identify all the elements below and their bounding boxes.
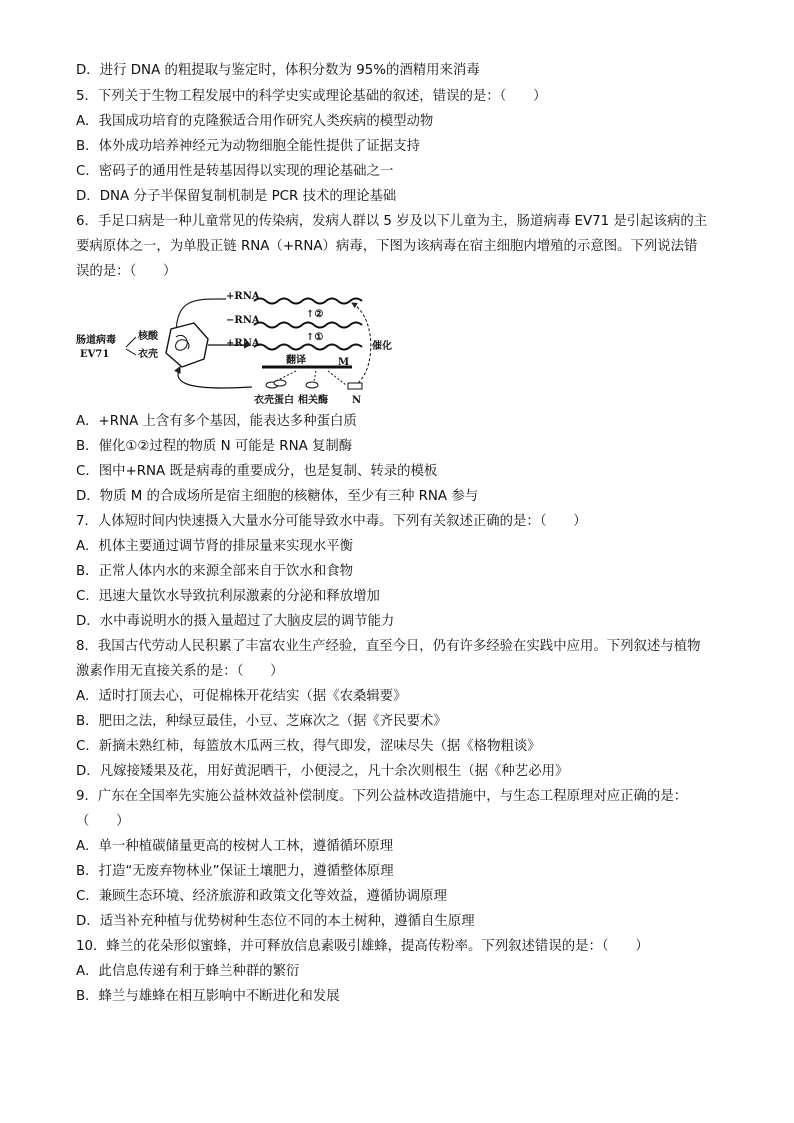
translation-label: 翻译 [286,355,306,366]
question-5-stem: 5．下列关于生物工程发展中的科学史实或理论基础的叙述，错误的是：（ ） [76,89,547,104]
option-line: B．打造“无废弃物林业”保证土壤肥力，遵循整体原理 [76,864,394,879]
text-line: D．进行 DNA 的粗提取与鉴定时，体积分数为 95%的酒精用来消毒 [76,63,480,78]
option-line: C．密码子的通用性是转基因得以实现的理论基础之一 [76,164,394,179]
question-9-stem: 9．广东在全国率先实施公益林效益补偿制度。下列公益林改造措施中，与生态工程原理对应正确的是： [76,789,688,804]
rna-label: +RNA [226,291,260,302]
question-8-stem: 激素作用无直接关系的是：（ ） [76,664,284,679]
option-line: C．迅速大量饮水导致抗利尿激素的分泌和释放增加 [76,589,380,604]
option-line: D．DNA 分子半保留复制机制是 PCR 技术的理论基础 [76,189,397,204]
substance-n-box [348,383,362,389]
option-line: A．+RNA 上含有多个基因，能表达多种蛋白质 [76,414,357,429]
option-line: D．凡嫁接矮果及花，用好黄泥晒干，小便浸之，凡十余次则根生（据《种艺必用》 [76,764,569,779]
option-line: B．正常人体内水的来源全部来自于饮水和食物 [76,564,353,579]
rna-label: +RNA [226,338,260,349]
option-line: C．新摘未熟红柿，每篮放木瓜两三枚，得气即发，涩味尽失（据《格物粗谈》 [76,739,541,754]
option-line: B．体外成功培养神经元为动物细胞全能性提供了证据支持 [76,139,420,154]
coat-protein-label: 衣壳蛋白 [254,395,294,406]
option-line: A．单一种植碳储量更高的桉树人工林，遵循循环原理 [76,839,394,854]
nucleic-acid-label: 核酸 [138,331,158,342]
question-7-stem: 7．人体短时间内快速摄入大量水分可能导致水中毒。下列有关叙述正确的是：（ ） [76,514,587,529]
question-9-stem: （ ） [76,814,130,829]
option-line: B．肥田之法，种绿豆最佳，小豆、芝麻次之（据《齐民要术》 [76,714,447,729]
substance-n-label: N [352,395,362,406]
rna-strand-middle [254,323,362,328]
option-line: C．图中+RNA 既是病毒的重要成分，也是复制、转录的模板 [76,464,438,479]
option-line: D．物质 M 的合成场所是宿主细胞的核糖体，至少有三种 RNA 参与 [76,489,479,504]
option-line: A．我国成功培育的克隆猴适合用作研究人类疾病的模型动物 [76,114,434,129]
enzyme-label: 相关酶 [298,395,328,406]
option-line: C．兼顾生态环境、经济旅游和政策文化等效益，遵循协调原理 [76,889,447,904]
option-line: A．此信息传递有利于蜂兰种群的繁衍 [76,964,300,979]
step-2-label: ↑② [306,309,324,320]
question-6-stem: 误的是：（ ） [76,264,177,279]
protein-m-label: M [338,357,350,368]
rna-label: −RNA [226,315,260,326]
option-line: D．适当补充种植与优势树种生态位不同的本土树种，遵循自生原理 [76,914,475,929]
virus-label: 肠道病毒 [76,335,116,346]
option-line: B．催化①②过程的物质 N 可能是 RNA 复制酶 [76,439,353,454]
rna-strand-bottom [254,345,362,350]
option-line: B．蜂兰与雄蜂在相互影响中不断进化和发展 [76,989,340,1004]
question-8-stem: 8．我国古代劳动人民积累了丰富农业生产经验，直至今日，仍有许多经验在实践中应用。下列叙述与植物 [76,639,701,654]
question-10-stem: 10．蜂兰的花朵形似蜜蜂，并可释放信息素吸引雄蜂，提高传粉率。下列叙述错误的是：（ ） [76,939,649,954]
option-line: D．水中毒说明水的摄入量超过了大脑皮层的调节能力 [76,614,395,629]
step-1-label: ↑① [306,332,324,343]
virus-name-label: EV71 [80,349,110,360]
catalyze-label: 催化 [372,341,392,352]
question-6-stem: 要病原体之一，为单股正链 RNA（+RNA）病毒，下图为该病毒在宿主细胞内增殖的示意图。下列说法错 [76,239,698,254]
rna-strand-top [254,299,362,304]
question-6-stem: 6．手足口病是一种儿童常见的传染病，发病人群以 5 岁及以下儿童为主，肠道病毒 EV71 是引起该病的主 [76,214,708,229]
capsid-label: 衣壳 [138,349,158,360]
option-line: A．适时打顶去心，可促棉株开花结实（据《农桑辑要》 [76,689,407,704]
option-line: A．机体主要通过调节肾的排尿量来实现水平衡 [76,539,353,554]
virus-replication-diagram [76,287,396,409]
